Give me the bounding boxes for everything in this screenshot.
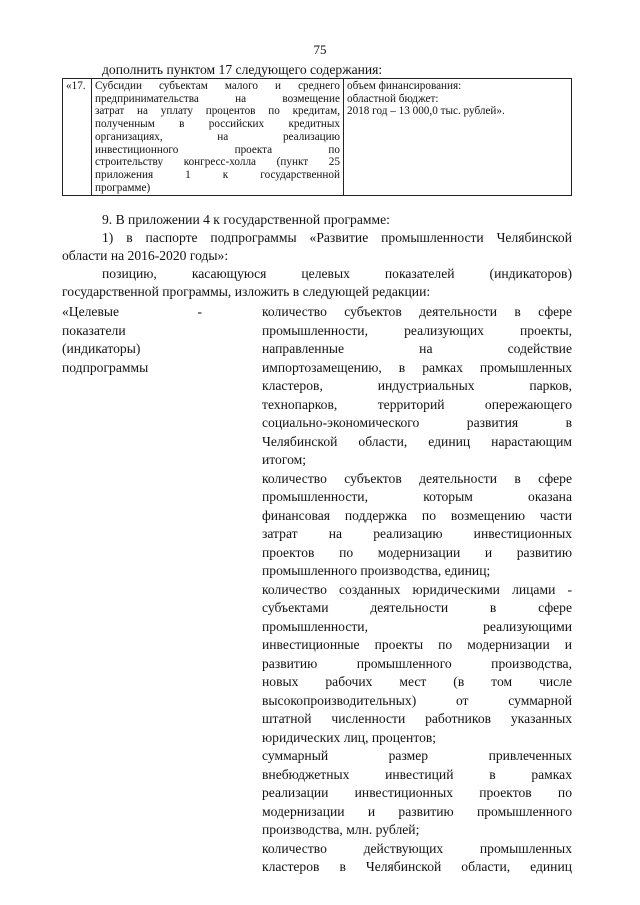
indicator-line: количество созданных юридическими лицами - (262, 581, 572, 597)
funding-cell (344, 79, 572, 196)
indicator-line: кластеров, индустриальных парков, (262, 378, 572, 393)
indicator-line: количество субъектов деятельности в сфере (262, 470, 572, 486)
indicator-line: инвестиционные проекты по модернизации и (262, 637, 572, 652)
position-line-1: позицию, касающуюся целевых показателей (индикаторов) (102, 266, 572, 281)
item-number-cell: «17. (63, 79, 92, 196)
description-line: полученным в российских кредитных (95, 118, 340, 131)
indicator-line: модернизации и развитию промышленного (262, 803, 572, 819)
indicator-line: суммарный размер привлеченных (262, 748, 572, 763)
description-line: Субсидии субъектам малого и среднего (95, 80, 340, 92)
label-line: «Целевые (62, 304, 120, 319)
description-line: приложения 1 к государственной (95, 168, 340, 181)
indicator-line: промышленного производства, единиц; (262, 563, 491, 578)
description-line: программе) (95, 181, 151, 194)
position-line-2: государственной программы, изложить в следующей редакции: (62, 284, 431, 299)
table-row (63, 79, 572, 196)
label-line: показатели (62, 322, 126, 338)
indicator-line: импортозамещению, в рамках промышленных (262, 359, 572, 375)
indicator-line: новых рабочих мест (в том числе (262, 674, 572, 689)
indicator-line: реализации инвестиционных проектов по (262, 785, 572, 800)
description-line: строительству конгресс-холла (пункт 25 (95, 156, 340, 169)
indicator-line: технопарков, территорий опережающего (262, 396, 572, 412)
indicator-line: промышленности, реализующих проекты, (262, 322, 572, 338)
funding-line: объем финансирования: (347, 80, 462, 92)
indicator-line: внебюджетных инвестиций в рамках (262, 766, 572, 782)
indicator-line: кластеров в Челябинской области, единиц (262, 859, 572, 874)
indicator-line: развитию промышленного производства, (262, 655, 572, 671)
indicator-line: социально-экономического развития в (262, 415, 572, 430)
indicator-line: финансовая поддержка по возмещению части (262, 507, 572, 523)
paragraph-9: 9. В приложении 4 к государственной программе: (102, 212, 390, 227)
label-dash: - (197, 304, 202, 319)
amendment-table (62, 78, 572, 196)
indicator-line: направленные на содействие (262, 341, 572, 356)
label-line: подпрограммы (62, 359, 149, 375)
indicator-line: штатной численности работников указанных (262, 711, 572, 726)
indicator-line: промышленности, реализующими (262, 618, 572, 634)
description-line: организациях, на реализацию (95, 130, 340, 143)
label-line: (индикаторы) (62, 341, 141, 356)
indicator-line: производства, млн. рублей; (262, 822, 420, 837)
funding-line: 2018 год – 13 000,0 тыс. рублей». (347, 105, 505, 118)
funding-line: областной бюджет: (347, 92, 439, 105)
item-1-line-2: области на 2016-2020 годы»: (62, 248, 229, 263)
page-number: 75 (313, 42, 327, 57)
indicator-line: итогом; (262, 452, 306, 467)
indicators-list (262, 303, 572, 877)
indicators-label (62, 303, 202, 377)
description-line: затрат на уплату процентов по кредитам, (95, 105, 340, 118)
intro-line: дополнить пунктом 17 следующего содержания: (102, 62, 383, 77)
description-line: предпринимательства на возмещение (95, 92, 340, 105)
description-line: инвестиционного проекта по (95, 143, 340, 156)
item-1-line-1: 1) в паспорте подпрограммы «Развитие промышленности Челябинской (102, 230, 572, 245)
indicator-line: промышленности, которым оказана (262, 489, 572, 504)
indicator-line: Челябинской области, единиц нарастающим (262, 433, 572, 449)
indicator-line: проектов по модернизации и развитию (262, 544, 572, 560)
description-cell (92, 79, 344, 196)
indicator-line: субъектами деятельности в сфере (262, 600, 572, 615)
indicator-line: количество субъектов деятельности в сфере (262, 304, 572, 319)
indicator-line: затрат на реализацию инвестиционных (262, 526, 572, 541)
indicator-line: юридических лиц, процентов; (262, 729, 437, 745)
indicator-line: высокопроизводительных) от суммарной (262, 692, 572, 708)
indicator-line: количество действующих промышленных (262, 840, 572, 856)
